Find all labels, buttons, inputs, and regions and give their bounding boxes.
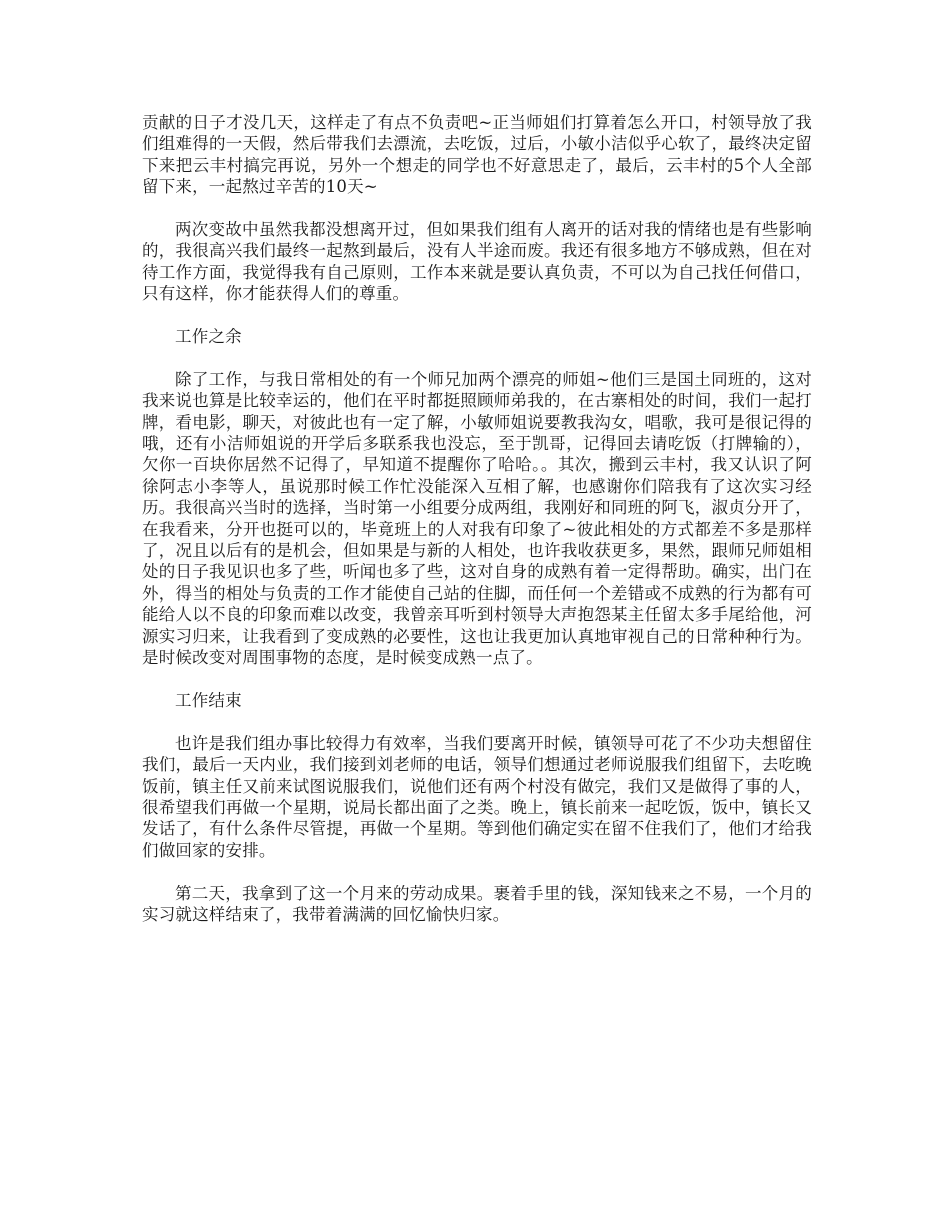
- paragraph-next-day: 第二天，我拿到了这一个月来的劳动成果。裹着手里的钱，深知钱来之不易，一个月的实习就这样结束了，我带着满满的回忆愉快归家。: [142, 883, 812, 924]
- paragraph-work-end: 也许是我们组办事比较得力有效率，当我们要离开时候，镇领导可花了不少功夫想留住我们，最后一天内业，我们接到刘老师的电话，领导们想通过老师说服我们组留下，去吃晚饭前，镇主任又前来试图说服我们，说他们还有两个村没有做完，我们又是做得了事的人，很希望我们再做一个星期，说局长都出面了之类。晚上，镇长前来一起吃饭，饭中，镇长又发话了，有什么条件尽管提，再做一个星期。等到他们确定实在留不住我们了，他们才给我们做回家的安排。: [142, 733, 812, 860]
- paragraph-reflection: 两次变故中虽然我都没想离开过，但如果我们组有人离开的话对我的情绪也是有些影响的，我很高兴我们最终一起熬到最后，没有人半途而废。我还有很多地方不够成熟，但在对待工作方面，我觉得我有自己原则，工作本来就是要认真负责，不可以为自己找任何借口，只有这样，你才能获得人们的尊重。: [142, 220, 812, 304]
- section-heading-work-end: 工作结束: [175, 690, 242, 710]
- paragraph-after-work: 除了工作，与我日常相处的有一个师兄加两个漂亮的师姐~他们三是国土同班的，这对我来说也算是比较幸运的，他们在平时都挺照顾师弟我的，在古寨相处的时间，我们一起打牌，看电影，聊天，对彼此也有一定了解，小敏师姐说要教我沟女，唱歌，我可是很记得的哦，还有小洁师姐说的开学后多联系我也没忘，至于凯哥，记得回去请吃饭（打牌输的），欠你一百块你居然不记得了，早知道不提醒你了哈哈。。其次，搬到云丰村，我又认识了阿徐阿志小李等人，虽说那时候工作忙没能深入互相了解，也感谢你们陪我有了这次实习经历。我很高兴当时的选择，当时第一小组要分成两组，我刚好和同班的阿飞，淑贞分开了，在我看来，分开也挺可以的，毕竟班上的人对我有印象了~彼此相处的方式都差不多是那样了，况且以后有的是机会，但如果是与新的人相处，也许我收获更多，果然，跟师兄师姐相处的日子我见识也多了些，听闻也多了些，这对自身的成熟有着一定得帮助。确实，出门在外，得当的相处与负责的工作才能使自己站的住脚，而任何一个差错或不成熟的行为都有可能给人以不良的印象而难以改变，我曾亲耳听到村领导大声抱怨某主任留太多手尾给他，河源实习归来，让我看到了变成熟的必要性，这也让我更加认真地审视自己的日常种种行为。是时候改变对周围事物的态度，是时候变成熟一点了。: [142, 369, 812, 668]
- paragraph-continuation: 贡献的日子才没几天，这样走了有点不负责吧~正当师姐们打算着怎么开口，村领导放了我们组难得的一天假，然后带我们去漂流，去吃饭，过后，小敏小洁似乎心软了，最终决定留下来把云丰村搞完再说，另外一个想走的同学也不好意思走了，最后，云丰村的5个人全部留下来，一起熬过辛苦的10天~: [142, 113, 812, 197]
- section-heading-after-work: 工作之余: [175, 327, 242, 347]
- document-body: [142, 112, 812, 947]
